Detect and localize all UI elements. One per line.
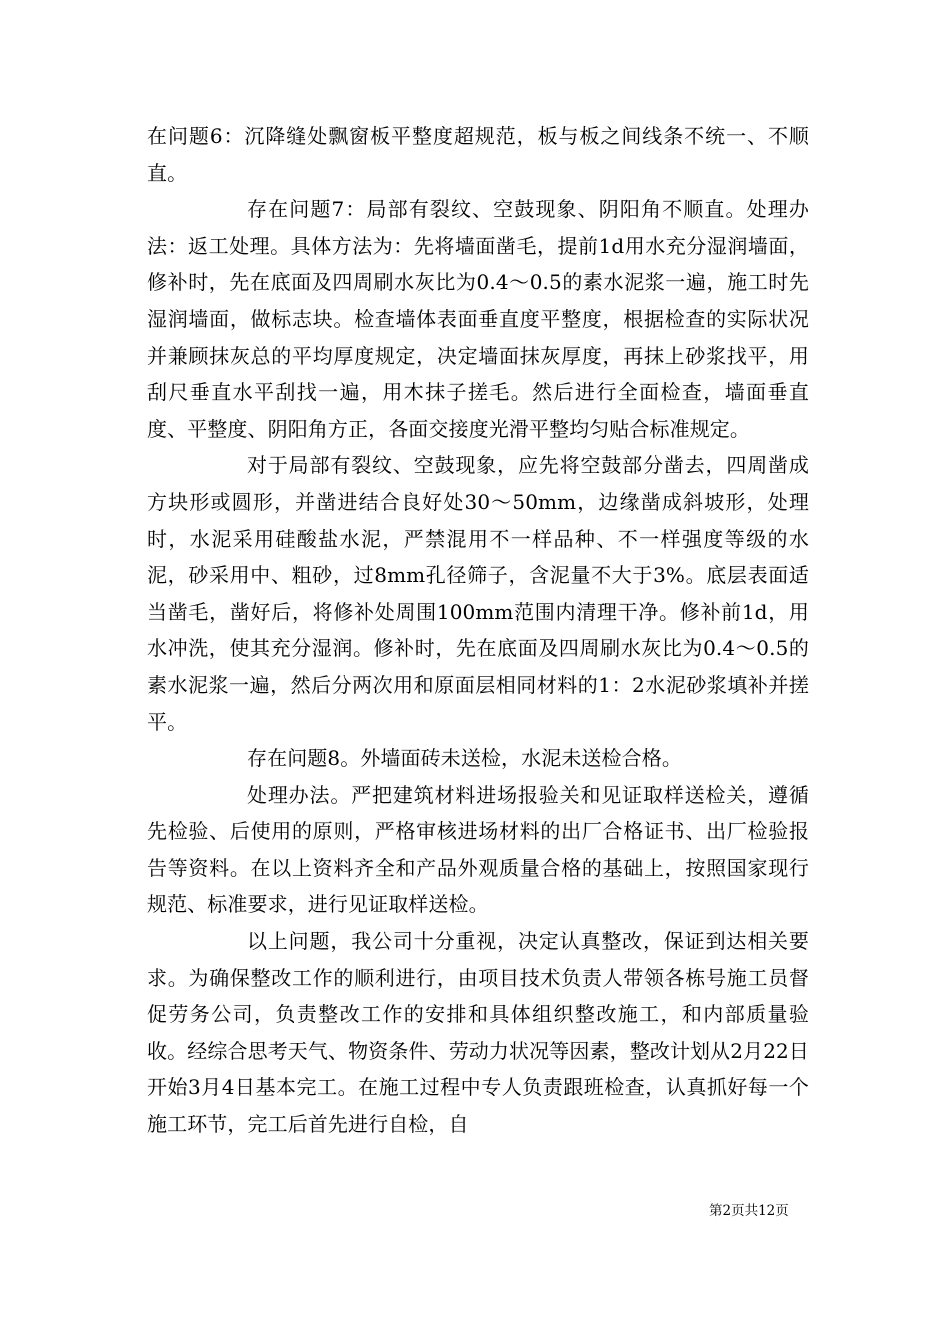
paragraph-issue-7: 存在问题7：局部有裂纹、空鼓现象、阴阳角不顺直。处理办法：返工处理。具体方法为：先将墙面凿毛，提前1d用水充分湿润墙面，修补时，先在底面及四周刷水灰比为0.4～0.5的素水泥浆一遍，施工时先湿润墙面，做标志块。检查墙体表面垂直度平整度，根据检查的实际状况并兼顾抹灰总的平均厚度规定，决定墙面抹灰厚度，再抹上砂浆找平，用刮尺垂直水平刮找一遍，用木抹子搓毛。然后进行全面检查，墙面垂直度、平整度、阴阳角方正，各面交接度光滑平整均匀贴合标准规定。 (147, 197, 809, 441)
page-number-footer: 第2页共12页 (709, 1203, 789, 1219)
document-body (147, 118, 809, 1143)
paragraph-issue-6: 在问题6：沉降缝处飘窗板平整度超规范，板与板之间线条不统一、不顺直。 (147, 124, 809, 185)
paragraph-treatment-method: 处理办法。严把建筑材料进场报验关和见证取样送检关，遵循先检验、后使用的原则，严格审核进场材料的出厂合格证书、出厂检验报告等资料。在以上资料齐全和产品外观质量合格的基础上，按照国家现行规范、标准要求，进行见证取样送检。 (147, 782, 809, 917)
paragraph-crack-repair: 对于局部有裂纹、空鼓现象，应先将空鼓部分凿去，四周凿成方块形或圆形，并凿进结合良好处30～50mm，边缘凿成斜坡形，处理时，水泥采用硅酸盐水泥，严禁混用不一样品种、不一样强度等级的水泥，砂采用中、粗砂，过8mm孔径筛子，含泥量不大于3%。底层表面适当凿毛，凿好后，将修补处周围100mm范围内清理干净。修补前1d，用水冲洗，使其充分湿润。修补时，先在底面及四周刷水灰比为0.4～0.5的素水泥浆一遍，然后分两次用和原面层相同材料的1：2水泥砂浆填补并搓平。 (147, 453, 809, 734)
paragraph-issue-8: 存在问题8。外墙面砖未送检，水泥未送检合格。 (247, 746, 682, 771)
paragraph-rectification-plan: 以上问题，我公司十分重视，决定认真整改，保证到达相关要求。为确保整改工作的顺利进行，由项目技术负责人带领各栋号施工员督促劳务公司，负责整改工作的安排和具体组织整改施工，和内部质量验收。经综合思考天气、物资条件、劳动力状况等因素，整改计划从2月22日开始3月4日基本完工。在施工过程中专人负责跟班检查，认真抓好每一个施工环节，完工后首先进行自检，自 (147, 929, 809, 1137)
